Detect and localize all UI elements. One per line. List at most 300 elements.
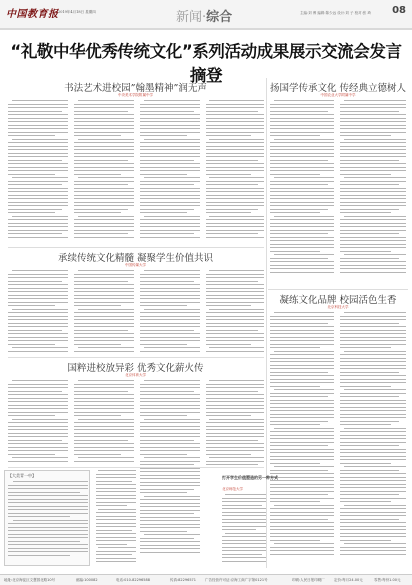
text-line [340,142,406,143]
text-line [8,111,62,112]
text-line [206,104,264,105]
text-line [140,429,200,430]
text-line [225,533,266,534]
text-line [222,543,266,544]
text-line [96,558,136,559]
text-line [8,440,62,441]
text-line [340,449,406,450]
text-line [340,512,406,513]
text-line [270,330,334,331]
text-line [270,333,334,334]
text-line [74,114,134,115]
footer-fax: 传真:82296571 [170,578,196,582]
text-line [74,219,134,220]
article-title-guoxue: 扬国学传承文化 传经典立德树人 [269,83,407,94]
text-line [270,414,334,415]
text-line [74,111,128,112]
text-line [144,270,200,271]
text-line [270,240,334,241]
text-line [270,191,334,192]
text-line [74,319,134,320]
text-line [270,424,320,425]
text-line [140,440,194,441]
text-line [8,454,55,455]
text-line [12,419,68,420]
text-line [8,163,68,164]
text-line [340,316,406,317]
text-line [206,305,251,306]
text-line [74,202,134,203]
text-line [340,174,391,175]
text-line [340,547,406,548]
sidebar-title: 【大美青一中】 [8,473,36,478]
text-line [340,330,406,331]
text-line [270,410,334,411]
text-line [209,216,264,217]
text-line [96,540,136,541]
text-line [270,358,334,359]
text-line [98,547,136,548]
text-line [13,520,88,521]
text-line [270,498,334,499]
text-line [140,174,187,175]
text-line [270,202,334,203]
text-line [96,484,136,485]
text-line [140,517,200,518]
text-line [144,177,200,178]
text-line [96,505,127,506]
text-line [340,491,406,492]
text-line [8,118,68,119]
text-line [340,333,406,334]
text-line [140,475,200,476]
feature-box-byline: 北京师范大学 [222,487,243,491]
text-line [340,473,406,474]
text-line [340,212,391,213]
text-line [8,323,68,324]
text-line [74,195,134,196]
text-line [8,191,68,192]
text-line [12,457,68,458]
text-line [12,139,68,140]
text-line [340,407,406,408]
text-line [74,233,128,234]
text-line [96,498,136,499]
text-line [8,523,88,524]
text-line [140,125,200,126]
text-line [140,436,200,437]
text-line [206,454,251,455]
text-line [8,344,55,345]
text-line [270,223,334,224]
main-headline: “礼敬中华优秀传统文化”系列活动成果展示交流会发言摘登 [10,42,402,85]
text-line [140,433,200,434]
text-line [270,459,334,460]
text-line [140,195,200,196]
text-line [340,135,391,136]
text-line [340,118,406,119]
text-line [340,526,406,527]
text-line [8,422,68,423]
text-line [206,319,264,320]
newspaper-logo: 中国教育报 [6,9,59,20]
text-line [74,167,134,168]
text-line [74,125,134,126]
text-line [222,515,266,516]
text-line [340,501,391,502]
text-line [74,163,134,164]
article-body-column [8,380,68,465]
text-line [340,195,406,196]
text-line [270,375,334,376]
footer-postcode: 邮编:100082 [76,578,98,582]
text-line [74,391,128,392]
text-line [8,461,68,462]
text-line [74,174,121,175]
text-line [96,481,132,482]
text-line [270,205,334,206]
text-line [340,393,406,394]
text-line [8,295,68,296]
text-line [74,153,134,154]
footer-phone: 电话:010-82296588 [116,578,150,582]
text-line [340,487,406,488]
text-line [270,160,328,161]
text-line [8,450,68,451]
text-line [270,184,328,185]
text-line [209,177,264,178]
text-line [74,330,128,331]
section-rule [8,247,264,248]
text-line [74,426,134,427]
text-line [206,277,264,278]
page-number: 08 [392,5,406,16]
text-line [13,481,88,482]
text-line [270,261,334,262]
article-title-values: 承续传统文化精髓 凝聚学生价值共识 [57,253,214,264]
text-line [140,184,194,185]
column-rule [266,78,267,568]
text-line [340,205,406,206]
text-line [140,181,200,182]
text-line [8,132,68,133]
text-line [270,156,334,157]
text-line [270,219,334,220]
article-body-column [74,270,134,355]
text-line [340,459,406,460]
text-line [140,415,187,416]
text-line [206,191,264,192]
text-line [140,142,200,143]
text-line [144,139,200,140]
text-line [270,365,334,366]
text-line [206,135,251,136]
text-line [96,502,136,503]
text-line [8,219,68,220]
text-line [74,118,134,119]
text-line [206,344,251,345]
text-line [270,265,334,266]
text-line [206,146,264,147]
text-line [270,529,334,530]
text-line [140,461,200,462]
text-line [140,167,200,168]
text-line [340,132,406,133]
text-line [270,386,320,387]
text-line [270,512,334,513]
text-line [206,156,264,157]
text-line [140,118,200,119]
text-line [274,505,334,506]
text-line [8,195,68,196]
text-line [8,302,68,303]
text-line [270,258,328,259]
text-line [140,135,187,136]
text-line [96,477,136,478]
text-line [140,295,200,296]
section-rule [268,289,408,290]
text-line [140,281,194,282]
text-line [340,170,406,171]
text-line [340,400,406,401]
text-line [8,527,88,528]
text-line [206,391,258,392]
text-line [74,223,134,224]
article-body-column [8,100,68,245]
text-line [74,436,134,437]
text-line [340,365,406,366]
text-line [206,415,251,416]
text-line [344,466,406,467]
text-line [225,494,266,495]
text-line [340,379,406,380]
text-line [8,291,68,292]
text-line [74,447,134,448]
text-line [206,412,264,413]
text-line [140,422,200,423]
text-line [96,488,136,489]
text-line [222,522,266,523]
text-line [340,435,406,436]
article-byline-calligraphy: 中央美术学院附属中学 [118,93,153,97]
text-line [222,529,256,530]
text-line [140,198,200,199]
text-line [340,202,406,203]
text-line [8,387,68,388]
text-line [270,163,334,164]
text-line [8,544,88,545]
text-line [8,333,68,334]
text-line [340,149,406,150]
text-line [340,424,391,425]
text-line [340,344,406,345]
text-line [74,305,121,306]
article-byline-values: 中国传媒大学 [125,263,146,267]
text-line [8,443,68,444]
text-line [144,419,200,420]
text-line [340,386,391,387]
text-line [8,205,68,206]
text-line [340,125,406,126]
text-line [206,212,251,213]
text-line [8,198,68,199]
text-line [222,550,266,551]
text-line [344,139,406,140]
text-line [96,523,136,524]
text-line [270,226,334,227]
footer-address: 地址:北京海淀区文慧园北路10号 [4,578,56,582]
text-line [8,277,68,278]
text-line [340,107,406,108]
text-line [206,429,264,430]
text-line [270,382,334,383]
text-line [340,470,399,471]
text-line [140,478,200,479]
text-line [206,422,264,423]
text-line [74,326,134,327]
text-line [8,181,68,182]
text-line [74,415,121,416]
text-line [140,482,200,483]
text-line [8,408,68,409]
text-line [74,104,134,105]
text-line [8,212,55,213]
text-line [140,340,200,341]
text-line [74,132,134,133]
text-line [274,139,334,140]
text-line [140,333,200,334]
text-line [140,104,200,105]
text-line [270,244,334,245]
text-line [140,114,200,115]
text-line [270,125,334,126]
text-line [8,142,68,143]
text-line [340,442,406,443]
text-line [344,505,406,506]
text-line [206,408,264,409]
text-line [74,408,134,409]
text-line [206,288,264,289]
text-line [8,274,68,275]
text-line [222,540,266,541]
text-line [96,561,136,562]
text-line [270,470,328,471]
text-line [140,323,200,324]
text-line [270,449,334,450]
text-line [96,516,136,517]
text-line [270,316,334,317]
text-line [8,237,68,238]
text-line [344,254,406,255]
text-line [140,351,200,352]
text-line [74,107,134,108]
text-line [8,146,68,147]
text-line [74,298,134,299]
text-line [270,118,334,119]
text-line [270,104,334,105]
text-line [206,450,264,451]
text-line [340,268,406,269]
text-line [140,277,200,278]
text-line [206,433,264,434]
text-line [8,184,62,185]
text-line [270,268,334,269]
text-line [270,198,334,199]
text-line [270,438,334,439]
text-line [340,209,399,210]
text-line [270,522,334,523]
text-line [8,499,88,500]
text-line [206,461,264,462]
text-line [340,438,406,439]
text-line [12,380,68,381]
text-line [270,368,334,369]
text-line [140,506,200,507]
text-line [8,326,68,327]
text-line [140,298,200,299]
text-line [270,347,320,348]
text-line [270,167,334,168]
text-line [8,170,68,171]
text-line [340,536,406,537]
text-line [206,384,264,385]
text-line [78,309,134,310]
text-line [270,456,334,457]
text-line [74,454,121,455]
text-line [340,163,406,164]
text-line [344,312,406,313]
text-line [74,440,128,441]
text-line [74,401,134,402]
text-line [140,527,200,528]
text-line [222,508,266,509]
text-line [270,540,320,541]
text-line [78,347,134,348]
text-line [206,340,264,341]
text-line [74,384,134,385]
text-line [74,160,128,161]
text-line [206,167,264,168]
text-line [344,100,406,101]
text-line [8,316,68,317]
text-line [140,160,194,161]
text-line [140,121,200,122]
article-body-column [74,100,134,245]
text-line [8,516,70,517]
text-line [206,298,264,299]
text-line [209,347,264,348]
text-line [340,358,406,359]
text-line [140,326,200,327]
text-line [206,447,264,448]
text-line [270,547,334,548]
section-rule [8,357,264,358]
article-body-column [270,312,334,567]
text-line [140,401,200,402]
text-line [270,407,334,408]
text-line [74,340,134,341]
text-line [8,506,88,507]
footer-license: 广告经营许可证:京海工商广字第0121号 [205,578,268,582]
text-line [340,114,406,115]
text-line [8,394,68,395]
text-line [340,244,406,245]
text-line [340,226,406,227]
text-line [78,139,134,140]
text-line [274,312,334,313]
text-line [344,543,406,544]
text-line [270,396,328,397]
